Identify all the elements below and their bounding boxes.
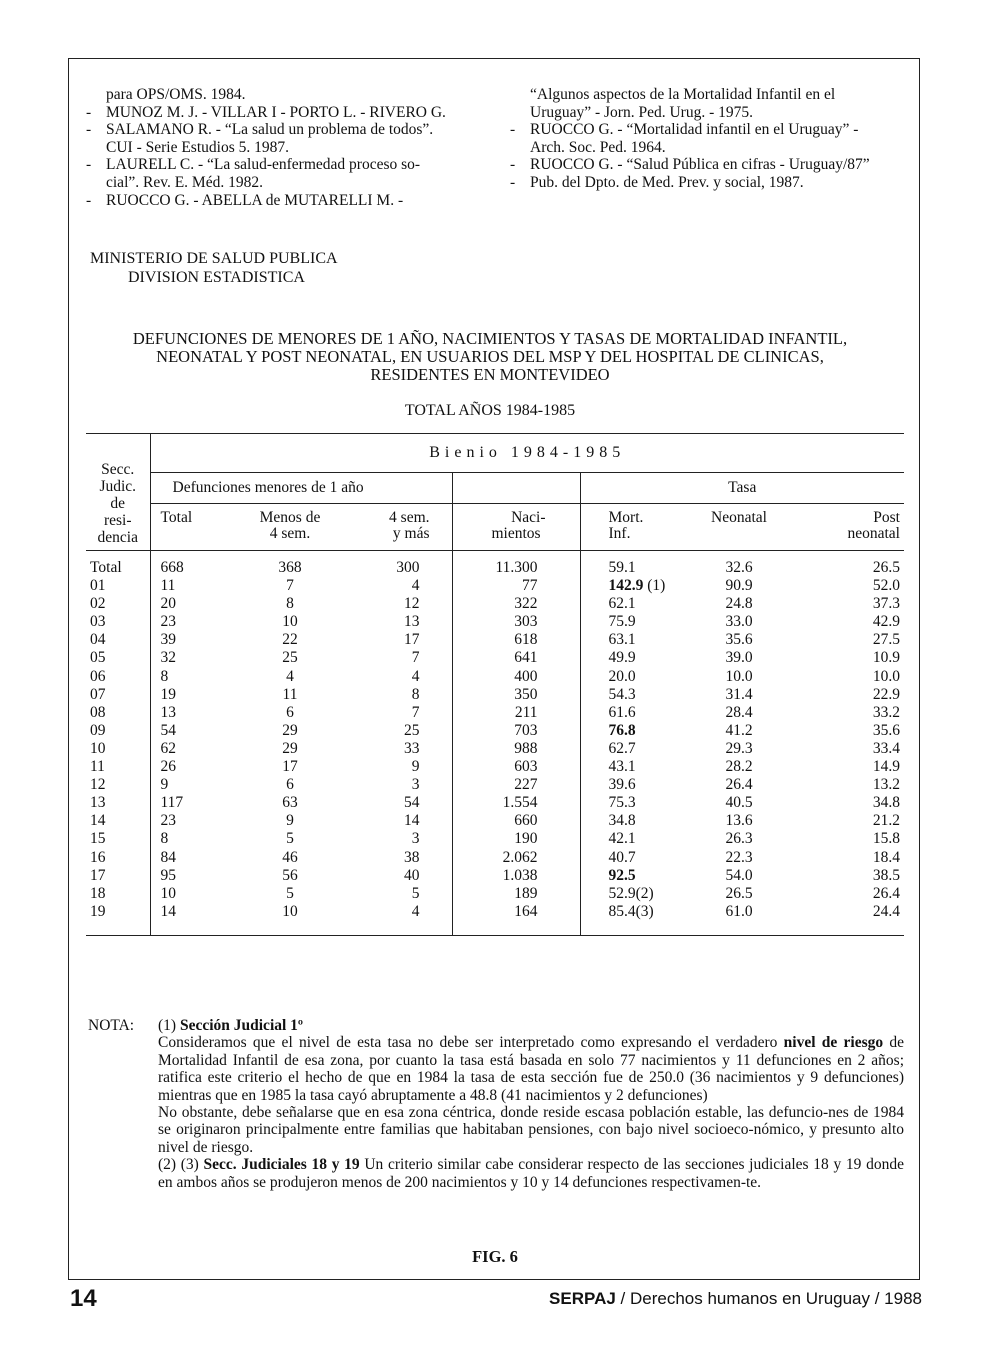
post-neonatal-cell: 35.6: [872, 721, 900, 739]
neonatal-cell: 61.0: [725, 902, 753, 920]
mas-4-sem-cell: 3: [411, 776, 420, 794]
mas-4-sem-cell: 3: [411, 830, 420, 848]
nacimientos-cell: 303: [452, 613, 580, 631]
post-neonatal-cell: 14.9: [872, 758, 900, 776]
menos-4-sem-cell: 11: [282, 685, 298, 703]
neonatal-cell: 22.3: [725, 848, 753, 866]
menos-4-sem-cell: 22: [282, 631, 298, 649]
reference-line: CUI - Serie Estudios 5. 1987.: [106, 138, 289, 156]
nacimientos-cell: 988: [452, 740, 580, 758]
secc-cell: 01: [90, 577, 106, 595]
defunciones-group-header: Defunciones menores de 1 año: [150, 473, 452, 504]
mort-inf-cell: 52.9(2): [580, 885, 688, 903]
note-1-paragraph: Consideramos que el nivel de esta tasa no debe ser interpretado como expresando el verdadero nivel de riesgo de Mortalidad Infantil de esa zona, por cuanto la tasa está basada en solo 77 nacimientos y 11 defunciones en 2 años; ratifica este criterio el hecho de que en 1984 la tasa de esta sección fue de 250.0 (36 nacimientos y 9 defunciones) mientras que en 1985 la tasa cayó abruptamente a 48.8 (41 nacimientos y 2 defunciones): [158, 1034, 905, 1104]
table-row: [86, 830, 904, 848]
nacimientos-cell: 2.062: [452, 849, 580, 867]
post-neonatal-cell: 33.4: [872, 739, 900, 757]
neonatal-cell: 40.5: [725, 794, 753, 812]
post-neonatal-cell: 42.9: [872, 613, 900, 631]
nota-body: [158, 1017, 904, 1191]
mas-4-sem-cell: 17: [404, 631, 420, 649]
secc-cell: 07: [90, 685, 106, 703]
secc-cell: 05: [90, 649, 106, 667]
nacimientos-cell: 227: [452, 776, 580, 794]
mas-4-sem-cell: 300: [396, 559, 420, 576]
nacimientos-cell: 322: [452, 595, 580, 613]
total-cell: 117: [150, 794, 220, 812]
post-neonatal-cell: 26.4: [872, 884, 900, 902]
total-cell: 26: [150, 758, 220, 776]
reference-line: - RUOCCO G. - “Salud Pública en cifras - Uruguay/87”: [510, 156, 870, 174]
neonatal-cell: 54.0: [725, 866, 753, 884]
mort-inf-cell: 63.1: [580, 631, 688, 649]
neonatal-cell: 26.5: [725, 884, 753, 902]
neonatal-cell: 31.4: [725, 685, 753, 703]
ministry-name: MINISTERIO DE SALUD PUBLICA: [90, 250, 338, 267]
note-2-3-paragraph: (2) (3) Secc. Judiciales 18 y 19 Un criterio similar cabe considerar respecto de las secciones judiciales 18 y 19 donde en ambos años se produjeron menos de 200 nacimientos y 10 y 14 defunciones respectivamen-te.: [158, 1156, 904, 1191]
secc-cell: 02: [90, 595, 106, 613]
table-row: [86, 794, 904, 812]
secc-cell: 06: [90, 667, 106, 685]
total-cell: 8: [150, 668, 220, 686]
total-cell: 8: [150, 830, 220, 848]
neonatal-cell: 13.6: [725, 812, 753, 830]
references-left: [86, 86, 486, 209]
nacimientos-cell: 190: [452, 830, 580, 848]
mas-4-sem-cell: 13: [404, 613, 420, 631]
neonatal-cell: 33.0: [725, 613, 753, 631]
mas-4-sem-cell: 4: [411, 577, 420, 595]
post-neonatal-cell: 27.5: [872, 631, 900, 649]
table-row: [86, 686, 904, 704]
table-row: [86, 903, 904, 936]
col-total: Total: [150, 504, 220, 551]
reference-line: - SALAMANO R. - “La salud un problema de todos”.: [86, 121, 434, 139]
secc-cell: 08: [90, 703, 106, 721]
secc-cell: 03: [90, 613, 106, 631]
col-nacimientos: Naci- mientos: [452, 504, 580, 551]
total-cell: 23: [150, 812, 220, 830]
division-name: DIVISION ESTADISTICA: [128, 269, 305, 286]
neonatal-cell: 10.0: [725, 667, 753, 685]
neonatal-cell: 28.2: [725, 758, 753, 776]
menos-4-sem-cell: 6: [286, 703, 294, 721]
neonatal-cell: 29.3: [725, 739, 753, 757]
references-right: [510, 86, 910, 192]
total-cell: 10: [150, 885, 220, 903]
mas-4-sem-cell: 12: [404, 595, 420, 613]
reference-line: - LAURELL C. - “La salud-enfermedad proceso so-: [86, 156, 421, 174]
nacimientos-cell: 400: [452, 668, 580, 686]
mort-inf-cell: 76.8: [580, 722, 688, 740]
mort-inf-cell: 39.6: [580, 776, 688, 794]
reference-line: Arch. Soc. Ped. 1964.: [530, 138, 666, 156]
nacimientos-cell: 703: [452, 722, 580, 740]
post-neonatal-cell: 38.5: [872, 866, 900, 884]
nacimientos-cell: 641: [452, 649, 580, 667]
reference-line: - RUOCCO G. - “Mortalidad infantil en el Uruguay” -: [510, 121, 859, 139]
secc-header: Secc. Judic. de resi- dencia: [97, 461, 138, 546]
reference-line: Uruguay” - Jorn. Ped. Urug. - 1975.: [530, 103, 753, 121]
mort-inf-cell: 40.7: [580, 849, 688, 867]
nacimientos-cell: 603: [452, 758, 580, 776]
reference-line: - MUNOZ M. J. - VILLAR I - PORTO L. - RIVERO G.: [86, 103, 446, 121]
secc-cell: Total: [90, 559, 122, 576]
mas-4-sem-cell: 7: [411, 703, 420, 721]
table-row: [86, 595, 904, 613]
total-cell: 62: [150, 740, 220, 758]
table-row: [86, 613, 904, 631]
note-1-paragraph-2: No obstante, debe señalarse que en esa zona céntrica, donde reside escasa población estable, las defuncio-nes de 1984 se originaron principalmente entre familias que habitaban pensiones, con bajo nivel socioeco-nómico, y presunto alto nivel de riesgo.: [158, 1104, 904, 1156]
secc-cell: 16: [90, 848, 106, 866]
col-neonatal: Neonatal: [711, 509, 767, 526]
menos-4-sem-cell: 29: [282, 739, 298, 757]
post-neonatal-cell: 37.3: [872, 595, 900, 613]
tasa-group-header: Tasa: [580, 473, 904, 504]
neonatal-cell: 39.0: [725, 649, 753, 667]
mas-4-sem-cell: 7: [411, 649, 420, 667]
post-neonatal-cell: 18.4: [872, 848, 900, 866]
mort-inf-cell: 75.3: [580, 794, 688, 812]
post-neonatal-cell: 33.2: [872, 703, 900, 721]
neonatal-cell: 35.6: [725, 631, 753, 649]
table-title: [80, 330, 900, 384]
total-cell: 11: [150, 577, 220, 595]
mas-4-sem-cell: 33: [404, 739, 420, 757]
total-cell: 9: [150, 776, 220, 794]
table-row: [86, 867, 904, 885]
nacimientos-group-spacer: [452, 473, 580, 504]
table-row: [86, 649, 904, 667]
total-cell: 668: [150, 551, 220, 578]
neonatal-cell: 24.8: [725, 595, 753, 613]
title-line-1: DEFUNCIONES DE MENORES DE 1 AÑO, NACIMIENTOS Y TASAS DE MORTALIDAD INFANTIL,: [132, 329, 848, 348]
nacimientos-cell: 77: [452, 577, 580, 595]
total-cell: 95: [150, 867, 220, 885]
post-neonatal-cell: 21.2: [872, 812, 900, 830]
total-cell: 20: [150, 595, 220, 613]
reference-line: - RUOCCO G. - ABELLA de MUTARELLI M. -: [86, 191, 404, 209]
post-neonatal-cell: 26.5: [872, 559, 900, 576]
col-post-neonatal: Post neonatal: [847, 509, 900, 542]
nacimientos-cell: 618: [452, 631, 580, 649]
secc-cell: 15: [90, 830, 106, 848]
table-row: [86, 722, 904, 740]
secc-cell: 17: [90, 866, 106, 884]
table-row: [86, 668, 904, 686]
mort-inf-cell: 75.9: [580, 613, 688, 631]
figure-label: FIG. 6: [472, 1247, 518, 1266]
mortality-table: [86, 433, 904, 936]
menos-4-sem-cell: 7: [286, 577, 294, 595]
total-cell: 13: [150, 704, 220, 722]
ministry-heading: [90, 249, 338, 287]
post-neonatal-cell: 13.2: [872, 776, 900, 794]
menos-4-sem-cell: 29: [282, 721, 298, 739]
mas-4-sem-cell: 8: [411, 685, 420, 703]
table-row: [86, 758, 904, 776]
neonatal-cell: 26.3: [725, 830, 753, 848]
neonatal-cell: 32.6: [725, 559, 753, 576]
note-1-heading: (1) Sección Judicial 1º: [158, 1017, 304, 1034]
nacimientos-cell: 211: [452, 704, 580, 722]
secc-cell: 12: [90, 776, 106, 794]
mort-inf-cell: 20.0: [580, 668, 688, 686]
nacimientos-cell: 189: [452, 885, 580, 903]
secc-cell: 09: [90, 721, 106, 739]
mort-inf-cell: 62.7: [580, 740, 688, 758]
nacimientos-cell: 660: [452, 812, 580, 830]
post-neonatal-cell: 34.8: [872, 794, 900, 812]
reference-line: - Pub. del Dpto. de Med. Prev. y social, 1987.: [510, 173, 804, 191]
neonatal-cell: 90.9: [725, 577, 753, 595]
mort-inf-cell: 42.1: [580, 830, 688, 848]
menos-4-sem-cell: 25: [282, 649, 298, 667]
total-cell: 54: [150, 722, 220, 740]
nacimientos-cell: 11.300: [452, 551, 580, 578]
total-cell: 14: [150, 903, 220, 936]
mort-inf-cell: 49.9: [580, 649, 688, 667]
menos-4-sem-cell: 8: [286, 595, 294, 613]
total-cell: 39: [150, 631, 220, 649]
menos-4-sem-cell: 17: [282, 758, 298, 776]
neonatal-cell: 28.4: [725, 703, 753, 721]
secc-cell: 11: [90, 758, 105, 776]
total-cell: 23: [150, 613, 220, 631]
post-neonatal-cell: 24.4: [872, 902, 900, 920]
total-cell: 19: [150, 686, 220, 704]
mas-4-sem-cell: 5: [411, 884, 420, 902]
nacimientos-cell: 1.554: [452, 794, 580, 812]
neonatal-cell: 26.4: [725, 776, 753, 794]
post-neonatal-cell: 10.0: [872, 667, 900, 685]
menos-4-sem-cell: 63: [282, 794, 298, 812]
post-neonatal-cell: 10.9: [872, 649, 900, 667]
running-footer: SERPAJ / Derechos humanos en Uruguay / 1988: [549, 1289, 922, 1308]
mas-4-sem-cell: 9: [411, 758, 420, 776]
menos-4-sem-cell: 4: [286, 667, 294, 685]
title-line-3: RESIDENTES EN MONTEVIDEO: [370, 365, 610, 384]
mas-4-sem-cell: 54: [404, 794, 420, 812]
secc-cell: 19: [90, 902, 106, 920]
col-menos-4-sem: Menos de 4 sem.: [259, 509, 321, 542]
secc-cell: 10: [90, 739, 106, 757]
mas-4-sem-cell: 4: [411, 667, 420, 685]
menos-4-sem-cell: 9: [286, 812, 294, 830]
mort-inf-cell: 59.1: [580, 551, 688, 578]
nota-label: NOTA:: [88, 1017, 135, 1034]
mas-4-sem-cell: 40: [404, 866, 420, 884]
total-cell: 32: [150, 649, 220, 667]
table-row: [86, 776, 904, 794]
mort-inf-cell: 62.1: [580, 595, 688, 613]
nacimientos-cell: 350: [452, 686, 580, 704]
table-row: [86, 631, 904, 649]
bienio-header: Bienio 1984-1985: [150, 434, 904, 473]
post-neonatal-cell: 15.8: [872, 830, 900, 848]
menos-4-sem-cell: 46: [282, 848, 298, 866]
neonatal-cell: 41.2: [725, 721, 753, 739]
mort-inf-cell: 34.8: [580, 812, 688, 830]
mort-inf-cell: 92.5: [580, 867, 688, 885]
mas-4-sem-cell: 25: [404, 721, 420, 739]
secc-cell: 14: [90, 812, 106, 830]
total-cell: 84: [150, 849, 220, 867]
col-4-sem-y-mas: 4 sem. y más: [389, 509, 430, 542]
mort-inf-cell: 54.3: [580, 686, 688, 704]
nacimientos-cell: 164: [452, 903, 580, 936]
mort-inf-cell: 43.1: [580, 758, 688, 776]
title-line-2: NEONATAL Y POST NEONATAL, EN USUARIOS DEL MSP Y DEL HOSPITAL DE CLINICAS,: [156, 347, 824, 366]
secc-cell: 04: [90, 631, 106, 649]
menos-4-sem-cell: 5: [286, 830, 294, 848]
reference-line: para OPS/OMS. 1984.: [106, 86, 246, 103]
table-row: [86, 704, 904, 722]
col-mort-inf: Mort. Inf.: [580, 504, 688, 551]
mort-inf-cell: 61.6: [580, 704, 688, 722]
menos-4-sem-cell: 10: [282, 902, 298, 920]
menos-4-sem-cell: 368: [278, 559, 302, 576]
mas-4-sem-cell: 4: [411, 902, 420, 920]
secc-cell: 13: [90, 794, 106, 812]
post-neonatal-cell: 22.9: [872, 685, 900, 703]
secc-cell: 18: [90, 884, 106, 902]
table-row: [86, 849, 904, 867]
table-subtitle: TOTAL AÑOS 1984-1985: [404, 402, 576, 419]
table-row: [86, 740, 904, 758]
menos-4-sem-cell: 5: [286, 884, 294, 902]
mort-inf-cell: 142.9 (1): [580, 577, 688, 595]
table-row: [86, 551, 904, 578]
mas-4-sem-cell: 14: [404, 812, 420, 830]
menos-4-sem-cell: 6: [286, 776, 294, 794]
table-row: [86, 812, 904, 830]
reference-line: “Algunos aspectos de la Mortalidad Infantil en el: [530, 86, 836, 103]
nacimientos-cell: 1.038: [452, 867, 580, 885]
menos-4-sem-cell: 56: [282, 866, 298, 884]
table-row: [86, 577, 904, 595]
menos-4-sem-cell: 10: [282, 613, 298, 631]
page-number: 14: [70, 1285, 97, 1312]
mas-4-sem-cell: 38: [404, 848, 420, 866]
post-neonatal-cell: 52.0: [872, 577, 900, 595]
reference-line: cial”. Rev. E. Méd. 1982.: [106, 173, 263, 191]
table-row: [86, 885, 904, 903]
mort-inf-cell: 85.4(3): [580, 903, 688, 936]
